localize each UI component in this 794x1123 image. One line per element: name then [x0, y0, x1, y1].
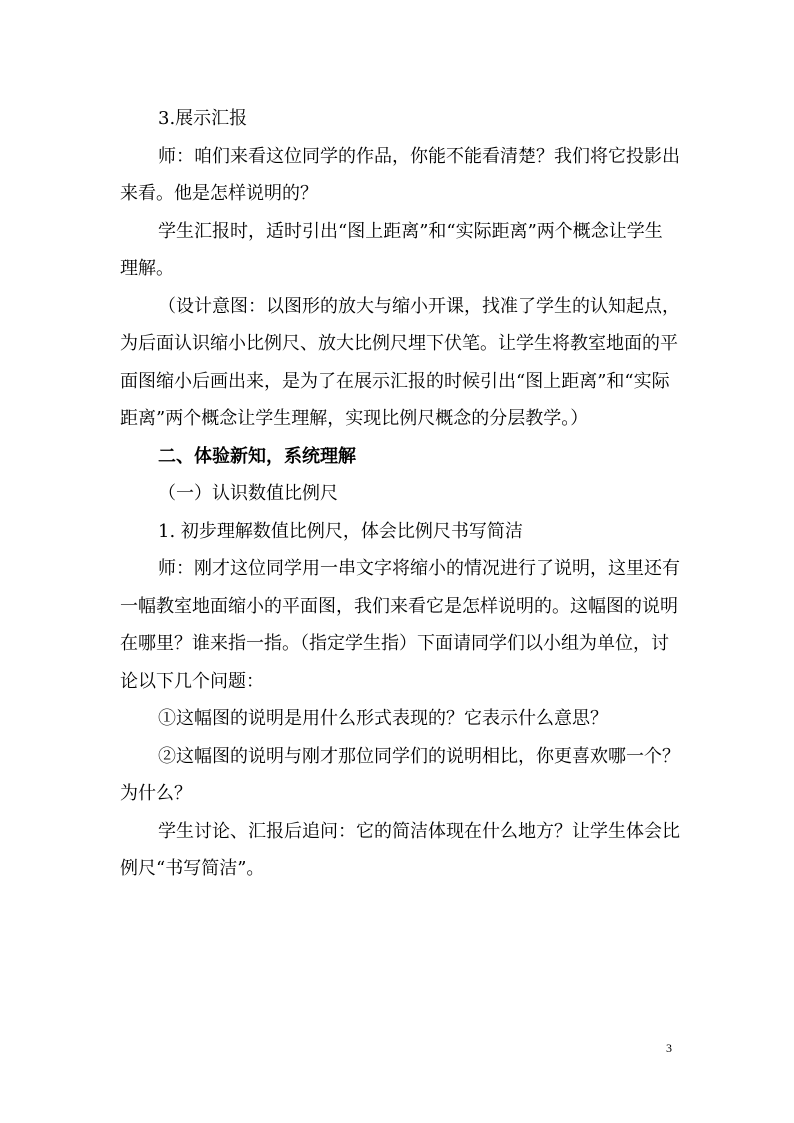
section-heading-2: 二、体验新知，系统理解	[158, 445, 356, 467]
paragraph: 师：咱们来看这位同学的作品，你能不能看清楚？我们将它投影出来看。他是怎样说明的？	[120, 145, 680, 204]
subsection-heading: （一）认识数值比例尺	[158, 483, 338, 504]
question-2: ②这幅图的说明与刚才那位同学们的说明相比，你更喜欢哪一个？为什么？	[120, 745, 680, 804]
body-text	[120, 100, 680, 888]
paragraph: 师：刚才这位同学用一串文字将缩小的情况进行了说明，这里还有一幅教室地面缩小的平面图，我们来看它是怎样说明的。这幅图的说明在哪里？谁来指一指。（指定学生指）下面请同学们以小组为单位，讨论以下几个问题：	[120, 558, 680, 692]
section-heading-3: 3.展示汇报	[158, 108, 248, 129]
question-1: ①这幅图的说明是用什么形式表现的？它表示什么意思？	[158, 708, 608, 729]
numbered-item-heading: 1. 初步理解数值比例尺，体会比例尺书写简洁	[158, 520, 523, 542]
page-number: 3	[666, 1041, 672, 1055]
paragraph: 学生讨论、汇报后追问：它的简洁体现在什么地方？让学生体会比例尺“书写简洁”。	[120, 820, 680, 879]
paragraph-design-intent: （设计意图：以图形的放大与缩小开课，找准了学生的认知起点，为后面认识缩小比例尺、放大比例尺埋下伏笔。让学生将教室地面的平面图缩小后画出来，是为了在展示汇报的时候引出“图上距离”和“实际距离”两个概念让学生理解，实现比例尺概念的分层教学。）	[120, 295, 680, 429]
paragraph: 学生汇报时，适时引出“图上距离”和“实际距离”两个概念让学生理解。	[120, 220, 663, 279]
